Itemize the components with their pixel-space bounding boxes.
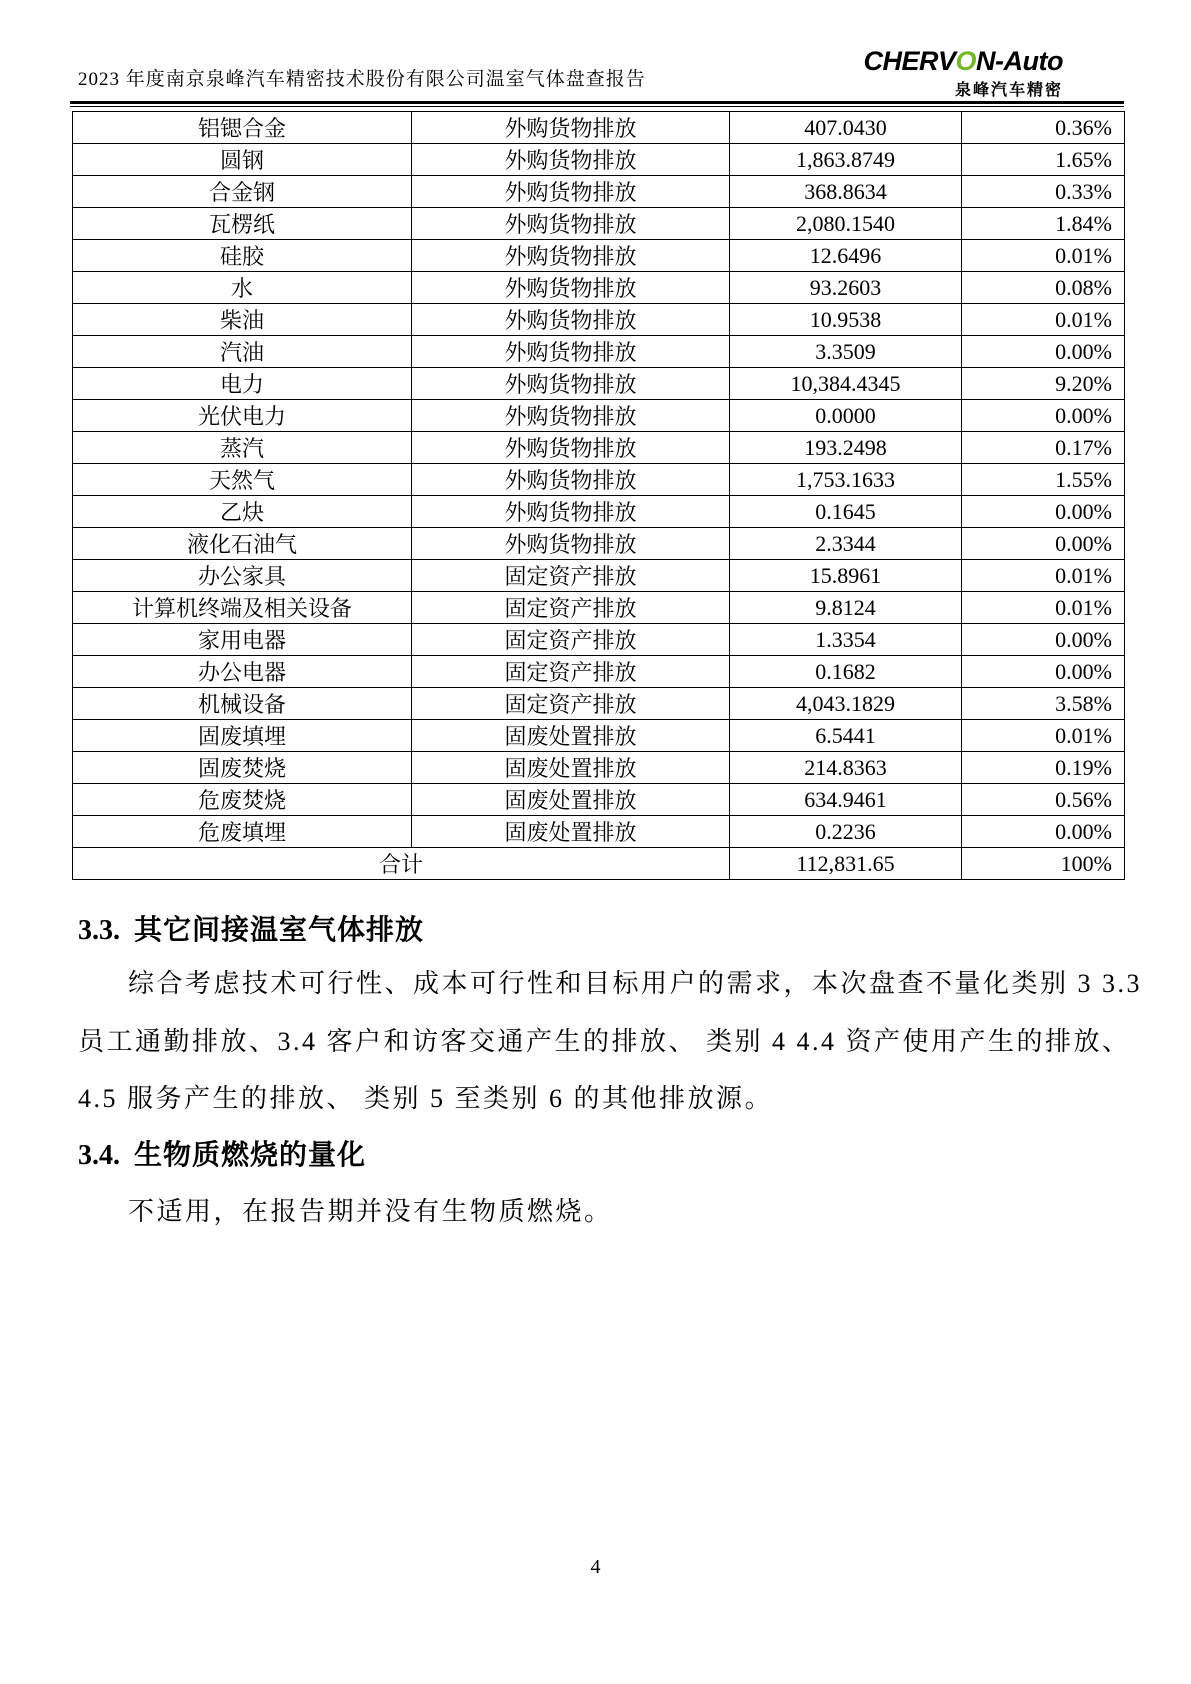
cell-value: 214.8363 — [730, 752, 962, 784]
section-3-3-paragraph-line: 4.5 服务产生的排放、 类别 5 至类别 6 的其他排放源。 — [78, 1084, 774, 1113]
cell-material: 蒸汽 — [73, 432, 412, 464]
cell-percent: 1.55% — [962, 464, 1125, 496]
cell-value: 0.0000 — [730, 400, 962, 432]
table-row — [73, 144, 1125, 176]
cell-category: 外购货物排放 — [412, 528, 730, 560]
emissions-table-body — [73, 112, 1125, 880]
wordmark-green-o-icon: O — [955, 46, 977, 76]
cell-material: 柴油 — [73, 304, 412, 336]
cell-percent: 0.00% — [962, 400, 1125, 432]
section-3-3-title: 其它间接温室气体排放 — [134, 915, 425, 946]
cell-material: 硅胶 — [73, 240, 412, 272]
section-3-4-heading — [78, 1133, 366, 1173]
cell-material: 瓦楞纸 — [73, 208, 412, 240]
cell-percent: 0.08% — [962, 272, 1125, 304]
cell-category: 外购货物排放 — [412, 272, 730, 304]
section-3-3-paragraph-line: 员工通勤排放、3.4 客户和访客交通产生的排放、 类别 4 4.4 资产使用产生的排放、 — [78, 1027, 1131, 1056]
cell-percent: 0.56% — [962, 784, 1125, 816]
cell-percent: 9.20% — [962, 368, 1125, 400]
cell-percent: 1.65% — [962, 144, 1125, 176]
section-3-3-heading — [78, 908, 424, 948]
table-row — [73, 624, 1125, 656]
cell-percent: 0.00% — [962, 816, 1125, 848]
cell-value: 2,080.1540 — [730, 208, 962, 240]
cell-category: 固废处置排放 — [412, 784, 730, 816]
emissions-table — [72, 111, 1125, 880]
table-row — [73, 496, 1125, 528]
table-row — [73, 688, 1125, 720]
cell-total-value: 112,831.65 — [730, 848, 962, 880]
cell-value: 407.0430 — [730, 112, 962, 144]
cell-material: 固废填埋 — [73, 720, 412, 752]
table-row — [73, 592, 1125, 624]
cell-material: 汽油 — [73, 336, 412, 368]
header-rule-thick — [70, 101, 1124, 104]
cell-material: 液化石油气 — [73, 528, 412, 560]
table-row — [73, 528, 1125, 560]
section-3-4-title: 生物质燃烧的量化 — [134, 1140, 367, 1171]
cell-material: 电力 — [73, 368, 412, 400]
cell-category: 外购货物排放 — [412, 336, 730, 368]
cell-percent: 0.19% — [962, 752, 1125, 784]
cell-percent: 0.01% — [962, 720, 1125, 752]
section-3-4-number: 3.4. — [78, 1140, 120, 1171]
cell-material: 水 — [73, 272, 412, 304]
cell-percent: 0.00% — [962, 528, 1125, 560]
cell-value: 4,043.1829 — [730, 688, 962, 720]
emissions-table-wrap — [72, 111, 1124, 880]
cell-value: 368.8634 — [730, 176, 962, 208]
cell-percent: 0.01% — [962, 304, 1125, 336]
cell-value: 15.8961 — [730, 560, 962, 592]
cell-material: 办公家具 — [73, 560, 412, 592]
cell-category: 固定资产排放 — [412, 688, 730, 720]
table-row — [73, 112, 1125, 144]
cell-material: 圆钢 — [73, 144, 412, 176]
cell-category: 外购货物排放 — [412, 112, 730, 144]
chervon-auto-chinese-name: 泉峰汽车精密 — [954, 82, 1063, 99]
cell-category: 外购货物排放 — [412, 464, 730, 496]
cell-value: 1,753.1633 — [730, 464, 962, 496]
table-row — [73, 464, 1125, 496]
table-row — [73, 400, 1125, 432]
cell-category: 外购货物排放 — [412, 368, 730, 400]
cell-total-percent: 100% — [962, 848, 1125, 880]
table-row — [73, 176, 1125, 208]
table-row — [73, 784, 1125, 816]
cell-percent: 3.58% — [962, 688, 1125, 720]
table-row — [73, 240, 1125, 272]
cell-percent: 0.00% — [962, 336, 1125, 368]
cell-value: 12.6496 — [730, 240, 962, 272]
cell-value: 9.8124 — [730, 592, 962, 624]
cell-material: 计算机终端及相关设备 — [73, 592, 412, 624]
header-rule-thin — [70, 106, 1124, 107]
cell-value: 6.5441 — [730, 720, 962, 752]
table-row — [73, 304, 1125, 336]
table-row — [73, 816, 1125, 848]
cell-percent: 1.84% — [962, 208, 1125, 240]
cell-percent: 0.33% — [962, 176, 1125, 208]
cell-total-label: 合计 — [73, 848, 730, 880]
cell-percent: 0.00% — [962, 496, 1125, 528]
table-row — [73, 208, 1125, 240]
cell-material: 危废填埋 — [73, 816, 412, 848]
cell-percent: 0.17% — [962, 432, 1125, 464]
cell-material: 乙炔 — [73, 496, 412, 528]
cell-category: 外购货物排放 — [412, 304, 730, 336]
cell-material: 合金钢 — [73, 176, 412, 208]
cell-category: 外购货物排放 — [412, 400, 730, 432]
cell-value: 10.9538 — [730, 304, 962, 336]
wordmark-suffix: N-Auto — [976, 46, 1063, 76]
cell-percent: 0.00% — [962, 624, 1125, 656]
cell-value: 3.3509 — [730, 336, 962, 368]
table-row — [73, 720, 1125, 752]
cell-material: 固废焚烧 — [73, 752, 412, 784]
cell-material: 机械设备 — [73, 688, 412, 720]
cell-category: 固废处置排放 — [412, 720, 730, 752]
cell-percent: 0.01% — [962, 592, 1125, 624]
cell-material: 家用电器 — [73, 624, 412, 656]
table-row — [73, 560, 1125, 592]
cell-category: 固定资产排放 — [412, 560, 730, 592]
cell-percent: 0.00% — [962, 656, 1125, 688]
cell-category: 外购货物排放 — [412, 144, 730, 176]
cell-category: 固定资产排放 — [412, 592, 730, 624]
table-row — [73, 656, 1125, 688]
cell-percent: 0.01% — [962, 240, 1125, 272]
section-3-4-body: 不适用，在报告期并没有生物质燃烧。 — [128, 1197, 613, 1226]
table-row — [73, 336, 1125, 368]
cell-category: 外购货物排放 — [412, 240, 730, 272]
table-row — [73, 752, 1125, 784]
wordmark-prefix: CHERV — [863, 46, 956, 76]
section-3-3-paragraph-line: 综合考虑技术可行性、成本可行性和目标用户的需求，本次盘查不量化类别 3 3.3 — [128, 969, 1143, 998]
cell-category: 外购货物排放 — [412, 496, 730, 528]
table-total-row — [73, 848, 1125, 880]
cell-value: 0.2236 — [730, 816, 962, 848]
cell-value: 93.2603 — [730, 272, 962, 304]
cell-value: 2.3344 — [730, 528, 962, 560]
page-number: 4 — [590, 1556, 601, 1578]
cell-category: 外购货物排放 — [412, 176, 730, 208]
cell-material: 危废焚烧 — [73, 784, 412, 816]
chervon-auto-logo — [864, 48, 1064, 100]
cell-value: 0.1682 — [730, 656, 962, 688]
cell-category: 固定资产排放 — [412, 656, 730, 688]
table-row — [73, 368, 1125, 400]
cell-material: 光伏电力 — [73, 400, 412, 432]
table-row — [73, 272, 1125, 304]
cell-category: 固废处置排放 — [412, 752, 730, 784]
cell-value: 1,863.8749 — [730, 144, 962, 176]
cell-percent: 0.01% — [962, 560, 1125, 592]
cell-category: 外购货物排放 — [412, 432, 730, 464]
cell-material: 铝锶合金 — [73, 112, 412, 144]
cell-material: 天然气 — [73, 464, 412, 496]
report-header-title: 2023 年度南京泉峰汽车精密技术股份有限公司温室气体盘查报告 — [78, 69, 646, 90]
cell-material: 办公电器 — [73, 656, 412, 688]
cell-value: 1.3354 — [730, 624, 962, 656]
cell-category: 固定资产排放 — [412, 624, 730, 656]
cell-value: 634.9461 — [730, 784, 962, 816]
cell-category: 固废处置排放 — [412, 816, 730, 848]
section-3-3-number: 3.3. — [78, 915, 120, 946]
chervon-auto-wordmark — [864, 48, 1064, 75]
table-row — [73, 432, 1125, 464]
cell-value: 0.1645 — [730, 496, 962, 528]
cell-category: 外购货物排放 — [412, 208, 730, 240]
cell-value: 10,384.4345 — [730, 368, 962, 400]
cell-value: 193.2498 — [730, 432, 962, 464]
cell-percent: 0.36% — [962, 112, 1125, 144]
